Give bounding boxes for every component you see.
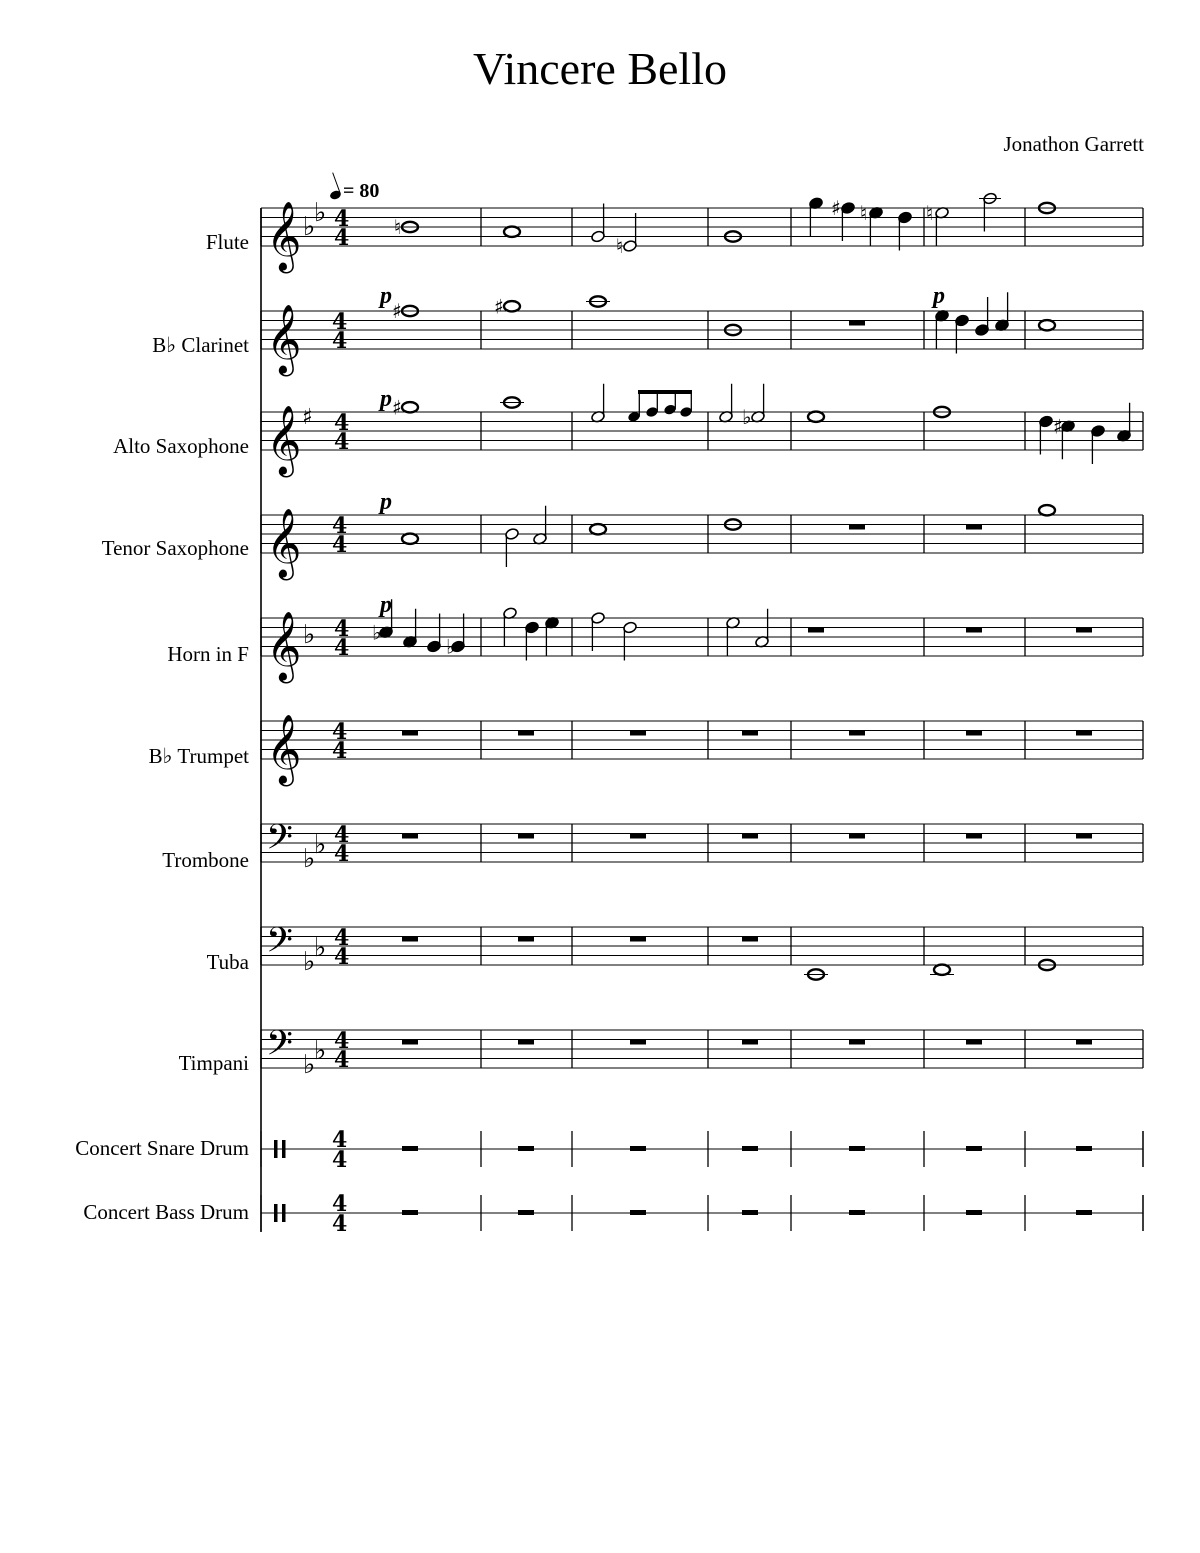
note-head bbox=[590, 524, 606, 534]
note-head bbox=[755, 609, 770, 649]
note-head bbox=[726, 616, 741, 656]
note-head bbox=[975, 297, 990, 337]
note-head bbox=[809, 197, 824, 237]
time-signature-top: 4 bbox=[334, 925, 350, 951]
whole-rest bbox=[630, 731, 646, 736]
natural-icon: ♮ bbox=[926, 200, 934, 225]
time-signature-bottom: 4 bbox=[332, 328, 348, 354]
whole-rest bbox=[966, 628, 982, 633]
note-head bbox=[934, 965, 950, 975]
flat-icon: ♭ bbox=[446, 634, 456, 659]
note-head bbox=[719, 384, 734, 424]
natural-icon: ♮ bbox=[616, 234, 624, 258]
whole-rest bbox=[849, 525, 865, 530]
time-signature-top: 4 bbox=[332, 513, 348, 539]
staff-7 bbox=[261, 817, 1143, 868]
note-head bbox=[503, 607, 518, 647]
whole-rest bbox=[1076, 731, 1092, 736]
staff-5 bbox=[261, 611, 1143, 683]
dynamic-mark: p bbox=[380, 489, 392, 515]
whole-rest bbox=[402, 1146, 418, 1151]
whole-rest bbox=[402, 1210, 418, 1215]
instrument-label-trumpet: B♭ Trumpet bbox=[148, 744, 249, 768]
instrument-label-bass-drum: Concert Bass Drum bbox=[83, 1200, 249, 1224]
note-head bbox=[1039, 415, 1054, 455]
treble-clef-icon: 𝄞 bbox=[266, 201, 302, 271]
flat-icon: ♭ bbox=[314, 829, 327, 860]
treble-clef-icon: 𝄞 bbox=[266, 405, 302, 475]
whole-rest bbox=[742, 1040, 758, 1045]
whole-rest bbox=[518, 1040, 534, 1045]
staff-9 bbox=[261, 1023, 1143, 1074]
flat-icon: ♭ bbox=[303, 844, 316, 874]
time-signature-top: 4 bbox=[334, 822, 350, 848]
key-signature bbox=[303, 198, 326, 242]
time-signature-bottom: 4 bbox=[334, 841, 350, 867]
treble-clef-icon: 𝄞 bbox=[266, 714, 302, 784]
dynamic-mark: p bbox=[380, 386, 392, 412]
dynamic-mark: p bbox=[380, 283, 392, 309]
note-head bbox=[545, 616, 560, 656]
time-signature-bottom: 4 bbox=[332, 738, 348, 764]
note-head bbox=[427, 614, 442, 654]
staff-8 bbox=[261, 920, 1143, 971]
whole-note bbox=[504, 227, 520, 237]
staff-6 bbox=[261, 714, 1143, 786]
whole-rest bbox=[630, 1210, 646, 1215]
note-head bbox=[935, 206, 950, 246]
note-head bbox=[504, 227, 520, 237]
bass-clef-icon: 𝄢 bbox=[266, 1022, 294, 1072]
whole-note bbox=[590, 524, 606, 534]
note-head bbox=[983, 192, 998, 232]
note-head bbox=[1061, 420, 1076, 460]
note-head bbox=[403, 609, 418, 649]
whole-rest bbox=[966, 1040, 982, 1045]
time-signature-top: 4 bbox=[334, 1028, 350, 1054]
bass-clef-icon: 𝄢 bbox=[266, 919, 294, 969]
time-signature-top: 4 bbox=[332, 719, 348, 745]
whole-rest bbox=[630, 1040, 646, 1045]
sharp-icon: ♯ bbox=[392, 299, 402, 323]
note-head bbox=[402, 402, 418, 412]
note-head bbox=[898, 211, 913, 251]
treble-clef-icon: 𝄞 bbox=[266, 508, 302, 578]
beam bbox=[638, 390, 692, 394]
note-head bbox=[591, 611, 606, 651]
note-head bbox=[841, 201, 856, 241]
bass-clef-icon: 𝄢 bbox=[266, 816, 294, 866]
time-signature-bottom: 4 bbox=[334, 944, 350, 970]
time-signature-bottom: 4 bbox=[334, 429, 350, 455]
whole-rest bbox=[966, 1146, 982, 1151]
sharp-icon: ♯ bbox=[494, 294, 504, 319]
whole-note bbox=[402, 402, 418, 412]
whole-note bbox=[808, 412, 824, 422]
time-signature-bottom: 4 bbox=[334, 1047, 350, 1073]
time-signature-bottom: 4 bbox=[334, 225, 350, 251]
flat-icon: ♭ bbox=[742, 404, 752, 429]
flat-icon: ♭ bbox=[314, 197, 327, 228]
whole-rest bbox=[518, 731, 534, 736]
time-signature-top: 4 bbox=[334, 410, 350, 436]
note-head bbox=[591, 384, 606, 424]
whole-rest bbox=[849, 1146, 865, 1151]
percussion-clef-icon bbox=[274, 1140, 278, 1158]
whole-rest bbox=[966, 525, 982, 530]
instrument-label-trombone: Trombone bbox=[162, 848, 249, 872]
note-head bbox=[623, 213, 638, 253]
whole-rest bbox=[849, 321, 865, 326]
sharp-icon: ♯ bbox=[1053, 414, 1063, 439]
flat-icon: ♭ bbox=[303, 1050, 316, 1080]
whole-rest bbox=[402, 1040, 418, 1045]
tempo-text: = 80 bbox=[343, 180, 380, 202]
whole-rest bbox=[402, 834, 418, 839]
time-signature-bottom: 4 bbox=[334, 635, 350, 661]
whole-rest bbox=[808, 628, 824, 633]
time-signature-top: 4 bbox=[334, 206, 350, 232]
instrument-label-timpani: Timpani bbox=[178, 1051, 249, 1075]
note-head bbox=[1091, 424, 1106, 464]
dynamic-mark: p bbox=[380, 592, 392, 618]
staff-4 bbox=[261, 508, 1143, 580]
whole-rest bbox=[402, 731, 418, 736]
natural-icon: ♮ bbox=[860, 200, 868, 225]
whole-rest bbox=[1076, 628, 1092, 633]
whole-note bbox=[402, 534, 418, 544]
score-title: Vincere Bello bbox=[473, 43, 727, 94]
flat-icon: ♭ bbox=[303, 212, 316, 242]
whole-rest bbox=[849, 1040, 865, 1045]
whole-rest bbox=[742, 834, 758, 839]
note-head bbox=[808, 412, 824, 422]
key-signature bbox=[303, 933, 326, 977]
note-head bbox=[402, 534, 418, 544]
whole-rest bbox=[1076, 1040, 1092, 1045]
time-signature-bottom: 4 bbox=[332, 1147, 348, 1173]
flat-icon: ♭ bbox=[303, 947, 316, 977]
whole-rest bbox=[518, 937, 534, 942]
whole-rest bbox=[518, 834, 534, 839]
note-head bbox=[533, 506, 548, 546]
flat-icon: ♭ bbox=[314, 1035, 327, 1066]
time-signature-bottom: 4 bbox=[332, 1211, 348, 1237]
whole-note bbox=[934, 965, 950, 975]
whole-rest bbox=[1076, 1146, 1092, 1151]
whole-note bbox=[504, 301, 520, 311]
note-head bbox=[995, 292, 1010, 332]
treble-clef-icon: 𝄞 bbox=[266, 304, 302, 374]
time-signature-bottom: 4 bbox=[332, 532, 348, 558]
whole-rest bbox=[966, 731, 982, 736]
whole-rest bbox=[518, 1146, 534, 1151]
whole-rest bbox=[630, 937, 646, 942]
whole-rest bbox=[966, 1210, 982, 1215]
whole-note bbox=[1039, 505, 1055, 515]
whole-rest bbox=[742, 1146, 758, 1151]
note-head bbox=[591, 204, 606, 244]
note-head bbox=[1039, 505, 1055, 515]
key-signature bbox=[302, 405, 313, 430]
whole-rest bbox=[518, 1210, 534, 1215]
flat-icon: ♭ bbox=[314, 932, 327, 963]
whole-rest bbox=[849, 834, 865, 839]
whole-rest bbox=[849, 1210, 865, 1215]
percussion-clef-icon bbox=[282, 1204, 286, 1222]
whole-rest bbox=[742, 937, 758, 942]
whole-rest bbox=[742, 731, 758, 736]
instrument-label-clarinet: B♭ Clarinet bbox=[152, 333, 249, 357]
sharp-icon: ♯ bbox=[302, 405, 313, 430]
note-head bbox=[1117, 403, 1132, 443]
note-head bbox=[525, 621, 540, 661]
time-signature-top: 4 bbox=[332, 1127, 348, 1153]
percussion-clef-icon bbox=[274, 1204, 278, 1222]
key-signature bbox=[303, 1036, 326, 1080]
percussion-staff-1 bbox=[261, 1127, 1143, 1173]
note-head bbox=[751, 384, 766, 424]
flat-icon: ♭ bbox=[372, 620, 382, 645]
whole-rest bbox=[966, 834, 982, 839]
whole-rest bbox=[742, 1210, 758, 1215]
time-signature-top: 4 bbox=[332, 309, 348, 335]
whole-rest bbox=[402, 937, 418, 942]
instrument-label-alto-sax: Alto Saxophone bbox=[113, 434, 249, 458]
note-head bbox=[1039, 320, 1055, 330]
whole-note bbox=[1039, 320, 1055, 330]
whole-rest bbox=[630, 834, 646, 839]
dynamic-mark: p bbox=[933, 283, 945, 309]
flat-icon: ♭ bbox=[303, 620, 316, 650]
sharp-icon: ♯ bbox=[392, 395, 402, 420]
whole-rest bbox=[630, 1146, 646, 1151]
whole-rest bbox=[1076, 834, 1092, 839]
percussion-staff-2 bbox=[261, 1191, 1143, 1237]
note-head bbox=[869, 206, 884, 246]
note-head bbox=[504, 301, 520, 311]
treble-clef-icon: 𝄞 bbox=[266, 611, 302, 681]
whole-rest bbox=[1076, 1210, 1092, 1215]
sharp-icon: ♯ bbox=[831, 196, 841, 220]
percussion-clef-icon bbox=[282, 1140, 286, 1158]
key-signature bbox=[303, 620, 315, 650]
note-head bbox=[623, 621, 638, 661]
note-head bbox=[505, 527, 520, 567]
instrument-label-flute: Flute bbox=[205, 230, 249, 254]
instrument-label-tenor-sax: Tenor Saxophone bbox=[101, 536, 249, 560]
note-head bbox=[955, 314, 970, 354]
instrument-label-snare: Concert Snare Drum bbox=[75, 1136, 249, 1160]
time-signature-top: 4 bbox=[332, 1191, 348, 1217]
composer-name: Jonathon Garrett bbox=[1003, 132, 1144, 156]
whole-rest bbox=[849, 731, 865, 736]
instrument-label-horn: Horn in F bbox=[167, 642, 249, 666]
instrument-label-tuba: Tuba bbox=[206, 950, 249, 974]
time-signature-top: 4 bbox=[334, 616, 350, 642]
key-signature bbox=[303, 830, 326, 874]
note-head bbox=[935, 309, 950, 349]
natural-icon: ♮ bbox=[394, 215, 402, 239]
